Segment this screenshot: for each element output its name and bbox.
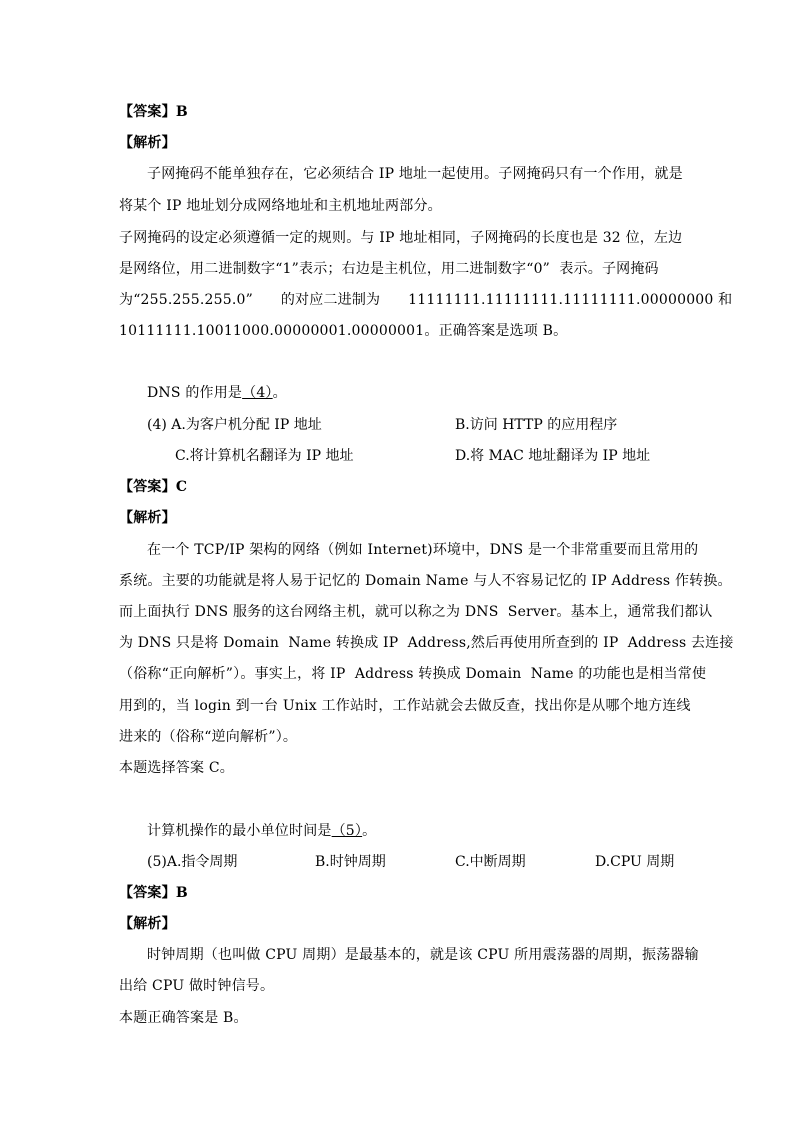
q3-analysis-line: 将某个 IP 地址划分成网络地址和主机地址两部分。 xyxy=(119,198,442,214)
q5-option-a: (5)A.指令周期 xyxy=(147,854,238,870)
q5-analysis-line: 时钟周期（也叫做 CPU 周期）是最基本的，就是该 CPU 所用震荡器的周期，振荡器输 xyxy=(147,947,699,963)
q5-stem: 计算机操作的最小单位时间是（5）。 xyxy=(147,823,377,839)
q4-option-b: B.访问 HTTP 的应用程序 xyxy=(455,417,618,433)
q5-option-d: D.CPU 周期 xyxy=(595,854,675,870)
q5-option-b: B.时钟周期 xyxy=(315,854,386,870)
q4-analysis-line: 系统。主要的功能就是将人易于记忆的 Domain Name 与人不容易记忆的 IP Address 作转换。 xyxy=(119,573,732,589)
q4-analysis-line: 进来的（俗称“逆向解析”）。 xyxy=(119,729,298,745)
q3-analysis-line: 子网掩码不能单独存在，它必须结合 IP 地址一起使用。子网掩码只有一个作用，就是 xyxy=(147,166,683,182)
q5-analysis-line: 出给 CPU 做时钟信号。 xyxy=(119,978,275,994)
answer-value: B xyxy=(175,885,188,901)
q4-option-c: C.将计算机名翻译为 IP 地址 xyxy=(175,448,354,464)
q4-option-d: D.将 MAC 地址翻译为 IP 地址 xyxy=(455,448,651,464)
q4-blank: （4） xyxy=(242,385,273,401)
q5-blank: （5） xyxy=(331,823,363,839)
answer-label: 【答案】 xyxy=(119,885,176,901)
q4-analysis-line: 用到的，当 login 到一台 Unix 工作站时，工作站就会去做反查，找出你是从哪个地方连线 xyxy=(119,698,691,714)
q3-analysis-line: 为“255.255.255.0” 的对应二进制为 11111111.11111111.11111111.00000000 和 xyxy=(119,292,733,308)
answer-value: C xyxy=(175,479,188,495)
q4-analysis-line: 为 DNS 只是将 Domain Name 转换成 IP Address,然后再使用所查到的 IP Address 去连接 xyxy=(119,635,734,651)
q4-analysis-line: （俗称“正向解析”）。事实上，将 IP Address 转换成 Domain Name 的功能也是相当常使 xyxy=(119,666,707,682)
q3-analysis-label: 【解析】 xyxy=(119,135,176,151)
answer-label: 【答案】 xyxy=(119,104,176,120)
q4-stem: DNS 的作用是（4）。 xyxy=(147,385,287,401)
q5-option-c: C.中断周期 xyxy=(455,854,526,870)
q4-option-a: (4) A.为客户机分配 IP 地址 xyxy=(147,417,322,433)
answer-value: B xyxy=(175,104,188,120)
q5-analysis-line: 本题正确答案是 B。 xyxy=(119,1010,248,1026)
q3-analysis-line: 是网络位，用二进制数字“1”表示；右边是主机位，用二进制数字“0” 表示。子网掩码 xyxy=(119,261,659,277)
q3-analysis-line: 10111111.10011000.00000001.00000001。正确答案是选项 B。 xyxy=(119,323,568,339)
q5-analysis-label: 【解析】 xyxy=(119,916,176,932)
q4-analysis-line: 在一个 TCP/IP 架构的网络（例如 Internet)环境中，DNS 是一个非常重要而且常用的 xyxy=(147,542,699,558)
q4-analysis-line: 本题选择答案 C。 xyxy=(119,760,234,776)
answer-label: 【答案】 xyxy=(119,479,176,495)
q3-analysis-line: 子网掩码的设定必须遵循一定的规则。与 IP 地址相同，子网掩码的长度也是 32 位，左边 xyxy=(119,230,683,246)
q4-answer-line xyxy=(119,477,187,497)
q5-answer-line xyxy=(119,883,188,903)
q4-analysis-label: 【解析】 xyxy=(119,510,176,526)
q4-analysis-line: 而上面执行 DNS 服务的这台网络主机，就可以称之为 DNS Server。基本上，通常我们都认 xyxy=(119,604,713,620)
q3-answer-line xyxy=(119,102,188,122)
